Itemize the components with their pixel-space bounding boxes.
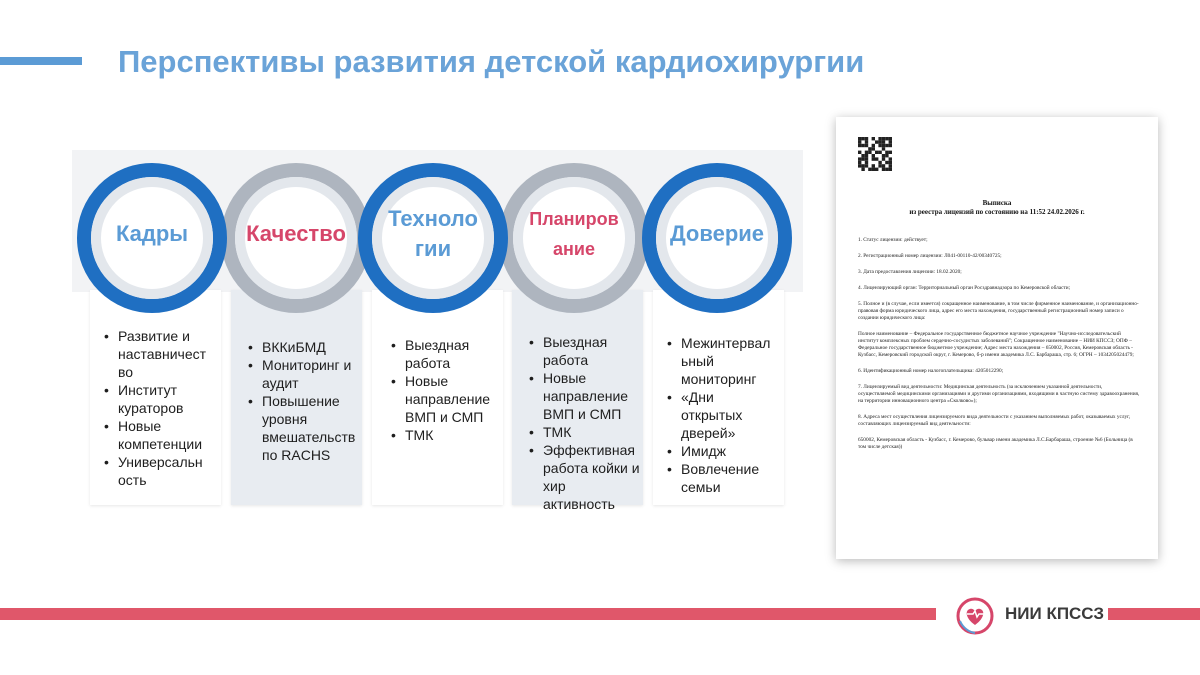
bullet-line: направление bbox=[405, 391, 491, 407]
bullet-line: аудит bbox=[262, 375, 299, 391]
ring-label-line: гии bbox=[414, 236, 452, 261]
ring-label-line: ание bbox=[553, 239, 595, 259]
ring-label-1 bbox=[87, 219, 217, 249]
bullet-line: работа bbox=[543, 352, 589, 368]
document-paragraph: 6. Идентификационный номер налогоплательщика: 4205012290; bbox=[858, 368, 1004, 374]
ring-label-5 bbox=[652, 219, 782, 249]
bullet-line: хир активность bbox=[543, 478, 615, 512]
bullet-line: Эффективная bbox=[543, 442, 635, 458]
bullet-line: Институт bbox=[118, 382, 178, 398]
bullet-line: компетенции bbox=[118, 436, 203, 452]
bullet-line: ВККиБМД bbox=[262, 339, 326, 355]
bullet-line: ТМК bbox=[405, 427, 434, 443]
logo-text: НИИ КПССЗ bbox=[1005, 604, 1105, 623]
bullet-line: открытых bbox=[681, 407, 743, 423]
bullet-line: Мониторинг и bbox=[262, 357, 352, 373]
bullet-line: уровня bbox=[262, 411, 308, 427]
bullet-line: Имидж bbox=[681, 443, 727, 459]
document-paragraph: 8. Адреса мест осуществления лицензируемого вида деятельности с указанием выполняемых работ, оказываемых услуг, составляющих лицензируемый вид деятельности: bbox=[858, 414, 1131, 427]
bullet-line: семьи bbox=[681, 479, 721, 495]
bullet-line: «Дни bbox=[681, 389, 714, 405]
bullet-line: Выездная bbox=[405, 337, 470, 353]
bullet-line: мониторинг bbox=[681, 371, 757, 387]
ring-label-4 bbox=[509, 204, 639, 264]
bullet-line: дверей» bbox=[681, 425, 736, 441]
bullet-line: ьный bbox=[681, 353, 714, 369]
bullet-line: Новые bbox=[405, 373, 449, 389]
bullet-line: Развитие и bbox=[118, 328, 190, 344]
bullet-line: направление bbox=[543, 388, 629, 404]
footer-line-right bbox=[1108, 608, 1200, 620]
bullet-line: кураторов bbox=[118, 400, 184, 416]
bullet-line: работа bbox=[405, 355, 451, 371]
document-paragraph: 650002, Кемеровская область - Кузбасс, г. Кемерово, бульвар имени академика Л.С.Барбараша, строение №6 (Больница (в том числе детская)) bbox=[858, 437, 1133, 450]
page-title: Перспективы развития детской кардиохирургии bbox=[118, 44, 865, 79]
ring-label-3 bbox=[368, 204, 498, 264]
qr-code-icon bbox=[858, 137, 892, 171]
ring-label-line: Кадры bbox=[115, 221, 189, 246]
bullet-line: Новые bbox=[543, 370, 587, 386]
document-heading bbox=[836, 199, 1158, 217]
document-heading-line1: Выписка bbox=[982, 199, 1012, 207]
ring-label-2 bbox=[231, 219, 361, 249]
bullet-line: Новые bbox=[118, 418, 162, 434]
bullet-line: ВМП и СМП bbox=[543, 406, 622, 422]
document-paragraph: Полное наименование – Федеральное государственное бюджетное научное учреждение "Научно-исследовательский институт комплексных проблем сердечно-сосудистых заболеваний"; Сокращенное наименование – НИИ КПССЗ; ОПФ – Федеральное государственное бюджетное учреждение; Адрес места нахождения – 650002, Россия, Кемеровская область - Кузбасс, Кемеровский городской округ, г. Кемерово, б-р имени академика Л.С. Барбараша, стр. 6; ОГРН – 1034205024479; bbox=[858, 331, 1134, 358]
bullet-line: наставничест bbox=[118, 346, 207, 362]
bullet-line: Универсальн bbox=[118, 454, 203, 470]
bullet-line: во bbox=[118, 364, 134, 380]
bullet-line: по RACHS bbox=[262, 447, 331, 463]
document-paragraph: 5. Полное и (в случае, если имеется) сокращенное наименование, в том числе фирменное наименование, и организационно-правовая форма юридического лица, адрес его места нахождения, государственный регистрационный номер записи о создании юридического лица: bbox=[858, 301, 1139, 321]
document-paragraph: 2. Регистрационный номер лицензии: Л041-00110-42/00340725; bbox=[858, 253, 1002, 259]
bullet-line: вмешательств bbox=[262, 429, 356, 445]
bullet-line: работа койки и bbox=[543, 460, 640, 476]
bullet-line: Повышение bbox=[262, 393, 340, 409]
document-paragraph: 4. Лицензирующий орган: Территориальный орган Росздравнадзора по Кемеровской области; bbox=[858, 285, 1071, 291]
ring-label-line: Техноло bbox=[388, 206, 478, 231]
document-body bbox=[858, 237, 1140, 460]
ring-label-line: Качество bbox=[246, 221, 346, 246]
document-paragraph: 1. Статус лицензии: действует; bbox=[858, 237, 928, 243]
bullet-line: ость bbox=[118, 472, 147, 488]
ring-label-line: Планиров bbox=[529, 209, 619, 229]
footer-line-left bbox=[0, 608, 936, 620]
heart-logo-icon bbox=[953, 594, 997, 638]
document-paragraph: 3. Дата предоставления лицензии: 18.02.2020; bbox=[858, 269, 962, 275]
license-document bbox=[836, 117, 1158, 559]
document-paragraph: 7. Лицензируемый вид деятельности: Медицинская деятельность (за исключением указанной деятельности, осуществляемой медицинскими организациями и другими организациями, входящими в частную систему здравоохранения, на территории инновационного центра «Сколково»); bbox=[858, 384, 1140, 404]
bullet-line: ТМК bbox=[543, 424, 572, 440]
ring-label-line: Доверие bbox=[669, 221, 765, 246]
bullet-line: Межинтервал bbox=[681, 335, 771, 351]
document-heading-line2: из реестра лицензий по состоянию на 11:52 24.02.2026 г. bbox=[909, 208, 1085, 216]
bullet-line: Выездная bbox=[543, 334, 608, 350]
bullet-line: Вовлечение bbox=[681, 461, 760, 477]
bullet-line: ВМП и СМП bbox=[405, 409, 484, 425]
